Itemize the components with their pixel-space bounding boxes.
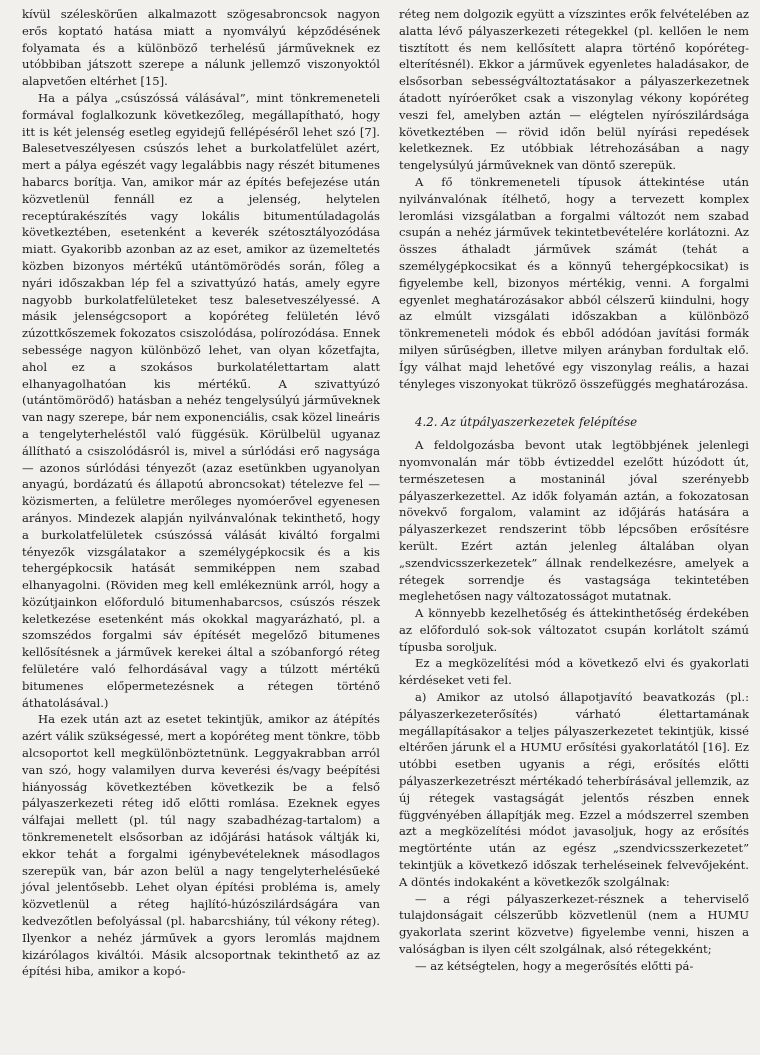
paragraph: A könnyebb kezelhetőség és áttekinthetőség érdekében az előforduló sok-sok változatot csupán korlátolt számú típusba soroljuk. bbox=[399, 606, 749, 654]
left-column bbox=[22, 6, 380, 980]
paragraph: — az kétségtelen, hogy a megerősítés előtti pá- bbox=[415, 958, 694, 973]
paragraph: réteg nem dolgozik együtt a vízszintes erők felvételében az alatta lévő pályaszerkezeti rétegekkel (pl. kellően le nem tisztított és nem kellősített alapra történő kopóréteg-elterítésnél). Ekkor a járművek egyenletes haladásakor, de elsősorban sebességváltoztatásakor a pályaszerkezetnek átadott nyíróerőket csak a viszonylag vékony kopóréteg veszi fel, amelyben aztán — elégtelen nyírószilárdsága következtében — rövid időn belül nyírási repedések keletkeznek. Ez utóbbiak létrehozásában a nagy tengelysúlyú járműveknek van döntő szerepük. bbox=[399, 7, 749, 173]
paragraph: — a régi pályaszerkezet-résznek a teherviselő tulajdonságait célszerűbb közvetlenül (nem a HUMU gyakorlata szerint közvetve) figyelembe venni, hiszen a valóságban is ilyen célt szolgálnak, alsó rétegekként; bbox=[399, 891, 749, 957]
section-spacer bbox=[399, 392, 749, 404]
paragraph: Ez a megközelítési mód a következő elvi és gyakorlati kérdéseket veti fel. bbox=[399, 656, 749, 688]
right-column bbox=[399, 6, 749, 975]
section-heading: 4.2. Az útpályaszerkezetek felépítése bbox=[415, 415, 638, 430]
paragraph: a) Amikor az utolsó állapotjavító beavatkozás (pl.: pályaszerkezeterősítés) várható élettartamának megállapításakor a teljes pályaszerkezetet tekintjük, kissé eltérően járunk el a HUMU erősítési gyakorlatától [16]. Ez utóbbi esetben ugyanis a régi, erősítés előtti pályaszerkezetrészt mértékadó teherbírásával jellemzik, az új rétegek vastagságát jelentős részben ennek függvényében állapítják meg. Ezzel a módszerrel szemben azt a megközelítési módot javasoljuk, hogy az erősítés megtörténte után az egész „szendvicsszerkezetet” tekintjük a következő időszak terheléseinek felvevőjeként. A döntés indokaként a következők szolgálnak: bbox=[399, 690, 749, 889]
paragraph: Ha ezek után azt az esetet tekintjük, amikor az átépítés azért válik szükségessé, mert a kopóréteg ment tönkre, több alcsoportot kell megkülönböztetnünk. Leggyakrabban arról van szó, hogy valamilyen durva keverési és/vagy beépítési hiányosság következtében következik be a felső pályaszerkezeti réteg idő előtti romlása. Ezeknek egyes válfajai mellett (pl. túl nagy szabadhézag-tartalom) a tönkremenetelt elsősorban az időjárási hatások váltják ki, ekkor tehát a forgalmi igénybevételeknek másodlagos szerepük van, bár azon belül a nagy tengelyterhelésűeké jóval jelentősebb. Lehet olyan építési probléma is, amely közvetlenül a réteg hajlító-húzószilárdságára van kedvezőtlen befolyással (pl. habarcshiány, túl vékony réteg). Ilyenkor a nehéz járművek a gyors leromlás majdnem kizárólagos kiváltói. Másik alcsoportnak tekinthető az az építési hiba, amikor a kopó- bbox=[22, 712, 380, 979]
paragraph: A fő tönkremeneteli típusok áttekintése után nyilvánvalónak ítélhető, hogy a tervezett komplex leromlási vizsgálatban a forgalmi változót nem szabad csupán a nehéz járművek tekintetbevételére korlátozni. Az összes áthaladt járművek számát (tehát a személygépkocsikat és a könnyű tehergépkocsikat) is figyelembe kell, bizonyos mértékig, venni. A forgalmi egyenlet meghatározásakor abból célszerű kiindulni, hogy az elmúlt vizsgálati időszakban a különböző tönkremeneteli módok és ebből adódóan javítási formák milyen sűrűségben, illetve milyen arányban fordultak elő. Így válhat majd lehetővé egy viszonylag reális, a hazai tényleges viszonyokat tükröző összefüggés meghatározása. bbox=[399, 174, 749, 391]
paragraph: A feldolgozásba bevont utak legtöbbjének jelenlegi nyomvonalán már több évtizeddel ezelőtt húzódott út, természetesen a mostaninál jóval szerényebb pályaszerkezettel. Az idők folyamán aztán, a fokozatosan növekvő forgalom, valamint az időjárás hatására a pályaszerkezet rendszerint több lépcsőben erősítésre került. Ezért aztán jelenleg általában olyan „szendvicsszerkezetek” állnak rendelkezésre, amelyek a rétegek sorrendje és vastagsága tekintetében meglehetősen nagy változatosságot mutatnak. bbox=[399, 438, 749, 604]
paragraph: Ha a pálya „csúszóssá válásával”, mint tönkremeneteli formával foglalkozunk következőleg, megállapítható, hogy itt is két jelenség esetleg egyidejű fellépéséről lehet szó [7]. Balesetveszélyesen csúszós lehet a burkolatfelület azért, mert a pálya egészét vagy legalábbis nagy részét bitumenes habarcs borítja. Van, amikor már az építés befejezése után közvetlenül fennáll ez a jelenség, helytelen receptúrakészítés vagy lokális bitumentúladagolás következtében, esetenként a keverék szétosztályozódása miatt. Gyakoribb azonban az az eset, amikor az üzemeltetés közben bizonyos mértékű utántömörödés során, főleg a nyári időszakban lép fel a szivattyúzó hatás, amely egyre nagyobb burkolatfelületeket tesz balesetveszélyessé. A másik jelenségcsoport a kopóréteg felületén lévő zúzottkőszemek fokozatos csiszolódása, polírozódása. Ennek sebessége nagyon különböző lehet, van olyan kőzetfajta, ahol ez a szokásos burkolatélettartam alatt elhanyagolhatóan kis mértékű. A szivattyúzó (utántömörödő) hatásban a nehéz tengelysúlyú járműveknek van nagy szerepe, bár nem exponenciális, csak közel lineáris a tengelyterheléstől való függésük. Körülbelül ugyanaz állítható a csiszolódásról is, mivel a súrlódási erő nagysága — azonos súrlódási tényezőt (azaz esetünkben ugyanolyan anyagú, bordázatú és állapotú abroncsokat) tételezve fel — közismerten, a felületre merőleges nyomóerővel egyenesen arányos. Mindezek alapján nyilvánvalónak tekinthető, hogy a burkolatfelületek csúszóssá válását kiváltó forgalmi tényezők vizsgálatakor a személygépkocsik és a kis tehergépkocsik hatását semmiképpen nem szabad elhanyagolni. (Röviden meg kell emlékeznünk arról, hogy a közútjainkon előforduló bitumenhabarcsos, csúszós részek keletkezése esetenként más okokkal magyarázható, pl. a szomszédos forgalmi sáv építését megelőző bitumenes kellősítésnek a járművek kerekei által a szóbanforgó réteg felületére való felhordásával vagy a túlzott mértékű bitumenes előpermetezésnek a rétegen történő áthatolásával.) bbox=[22, 90, 380, 710]
paragraph: kívül széleskörűen alkalmazott szögesabroncsok nagyon erős koptató hatása miatt a nyomvályú képződésének folyamata és a különböző terhelésű járműveknek ez utóbbiban játszott szerepe a nálunk jellemző viszonyoktól alapvetően eltérhet [15]. bbox=[22, 7, 380, 89]
